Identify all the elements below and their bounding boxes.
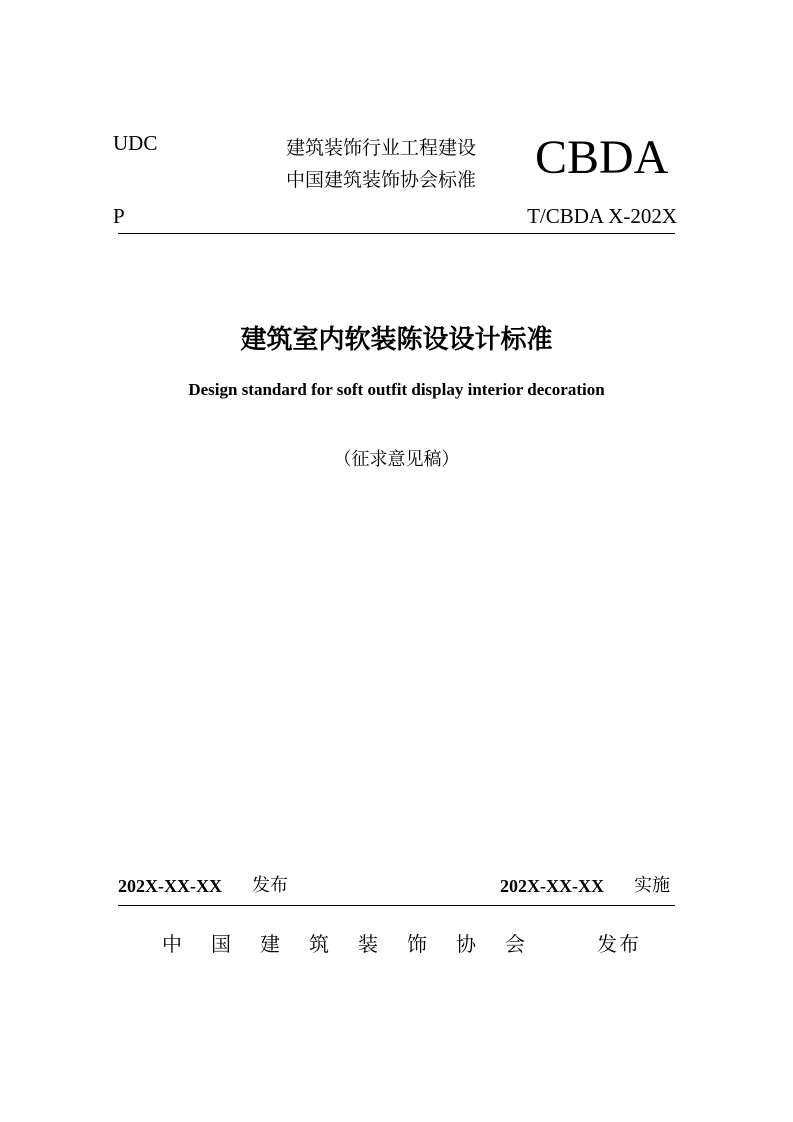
publish-date: 202X-XX-XX [118,876,222,896]
udc-label: UDC [113,131,158,155]
effective-date: 202X-XX-XX [500,876,604,896]
effective-label: 实施 [634,875,670,896]
cbda-logo-text: CBDA [535,131,669,184]
p-label: P [113,204,125,228]
issuing-organization: 中国建筑装饰协会 [162,932,554,956]
publish-label: 发布 [252,875,288,896]
header-divider [118,233,675,234]
organization-line-2: 中国建筑装饰协会标准 [286,169,477,191]
document-title-english: Design standard for soft outfit display interior decoration [188,380,605,399]
organization-line-1: 建筑装饰行业工程建设 [286,137,477,159]
draft-status: （征求意见稿） [333,449,460,470]
standard-number: T/CBDA X-202X [527,204,677,228]
footer-divider [118,905,675,906]
document-title-chinese: 建筑室内软装陈设设计标准 [240,325,553,355]
issuer-action: 发布 [597,932,641,956]
